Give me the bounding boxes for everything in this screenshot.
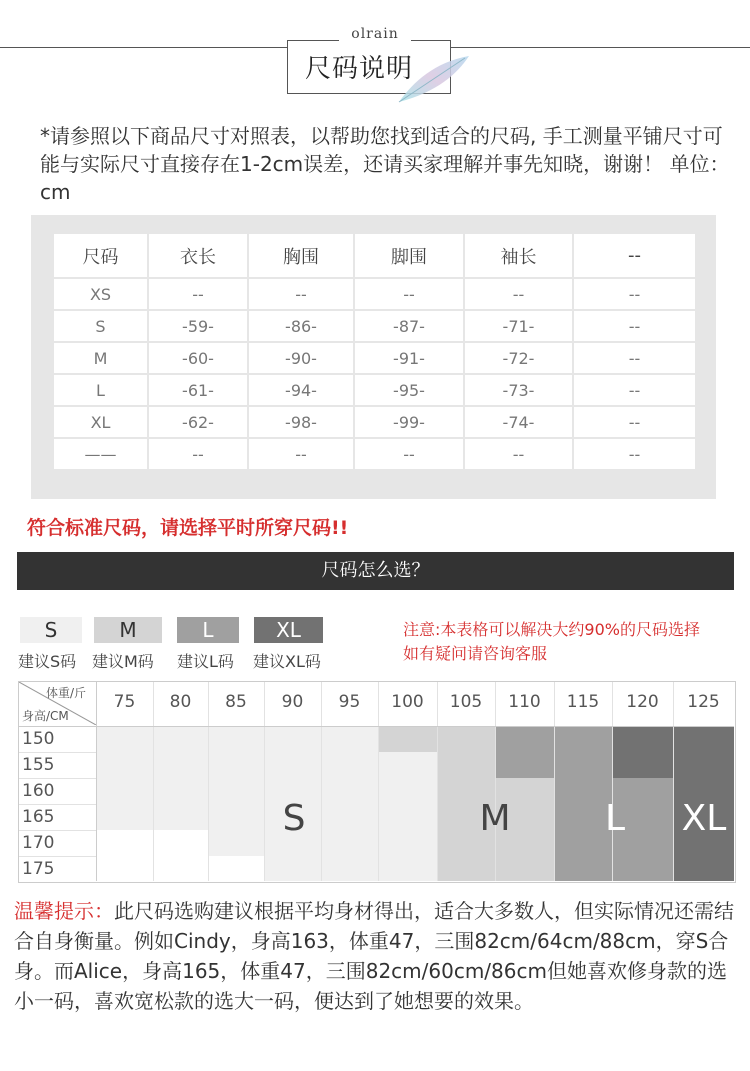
weight-label: 95 [338,692,361,712]
grid-cell [153,778,208,804]
table-cell: -87- [355,311,463,341]
grid-cell [612,752,673,778]
size-label-m: M [479,798,511,839]
grid-cell [321,830,378,856]
table-cell: -90- [249,343,353,373]
table-cell: -94- [249,375,353,405]
grid-cell [321,752,378,778]
size-label-xl: XL [681,798,727,839]
grid-cell [673,856,734,881]
notice-line: 注意:本表格可以解决大约90%的尺码选择 [403,620,700,639]
grid-cell [208,830,264,856]
section-title-bar: 尺码怎么选？ [17,552,734,590]
table-cell: -- [249,279,353,309]
table-cell: -72- [465,343,572,373]
grid-cell [208,726,264,752]
height-label: 160 [22,781,55,801]
grid-cell [321,856,378,881]
table-row [54,407,695,437]
size-label-s: S [282,798,306,839]
grid-line [19,752,96,753]
grid-line [19,778,96,779]
weight-label: 115 [566,692,600,712]
brand-logo: olrain [339,26,411,42]
grid-cell [612,856,673,881]
weight-label: 100 [391,692,424,712]
table-row [54,375,695,405]
table-cell: -- [574,375,695,405]
grid-cell [153,752,208,778]
grid-cell [208,856,264,881]
legend-swatch-s: S [20,617,82,643]
grid-cell [554,726,612,752]
grid-cell [96,752,153,778]
header-cell: 袖长 [465,234,572,277]
weight-label: 125 [687,692,720,712]
grid-cell [554,856,612,881]
grid-cell [495,726,554,752]
height-label: 170 [22,833,55,853]
grid-cell [554,752,612,778]
grid-cell [437,856,495,881]
grid-cell [673,752,734,778]
table-cell: S [54,311,147,341]
size-label-l: L [604,798,626,839]
grid-cell [96,726,153,752]
grid-cell [378,804,437,830]
intro-text: *请参照以下商品尺寸对照表，以帮助您找到适合的尺码, 手工测量平铺尺寸可能与实际尺寸直接存在1-2cm误差，还请买家理解并事先知晓，谢谢！ 单位：cm [40,124,730,204]
grid-cell [208,778,264,804]
grid-cell [437,752,495,778]
table-row [54,279,695,309]
grid-cell [208,752,264,778]
table-cell: -- [574,439,695,469]
grid-line [19,856,96,857]
height-label: 150 [22,729,55,749]
height-label: 165 [22,807,55,827]
legend-swatch-l: L [177,617,239,643]
grid-cell [153,804,208,830]
header-cell: 脚围 [355,234,463,277]
table-row [54,311,695,341]
table-row [54,439,695,469]
header-divider-right [436,47,750,48]
grid-cell [612,726,673,752]
height-label: 175 [22,859,55,879]
table-cell: -95- [355,375,463,405]
table-cell: -- [465,439,572,469]
grid-cell [378,778,437,804]
grid-cell [378,830,437,856]
table-cell: -- [355,279,463,309]
corner-height-label: 身高/CM [22,709,69,723]
table-cell: M [54,343,147,373]
grid-cell [153,856,208,881]
table-cell: -- [149,439,247,469]
weight-label: 85 [225,692,247,712]
grid-cell [208,804,264,830]
table-cell: -- [574,279,695,309]
table-row [54,343,695,373]
grid-cell [153,830,208,856]
page-title: 尺码说明 [305,54,414,84]
table-cell: -62- [149,407,247,437]
legend-caption: 建议L码 [177,652,234,671]
header-cell: -- [574,234,695,277]
table-cell: L [54,375,147,405]
notice-line: 如有疑问请咨询客服 [403,644,548,663]
table-cell: -- [249,439,353,469]
weight-label: 80 [169,692,192,712]
grid-line [19,830,96,831]
notice-text [403,618,700,666]
warm-tip-text: 此尺码选购建议根据平均身材得出，适合大多数人，但实际情况还需结合自身衡量。例如Cindy，身高163，体重47，三围82cm/64cm/88cm，穿S合身。而Alice，身高165，体重47，三围82cm/60cm/86cm但她喜欢修身款的选小一码，喜欢宽松款的选大一码，便达到了她想要的效果。 [14,899,734,1013]
grid-cell [321,804,378,830]
legend-caption: 建议XL码 [253,652,321,671]
table-cell: -- [574,343,695,373]
corner-weight-label: 体重/斤 [46,686,87,700]
table-cell: -- [574,311,695,341]
table-cell: -73- [465,375,572,405]
size-table [52,232,697,471]
grid-cell [378,856,437,881]
table-cell: -- [355,439,463,469]
grid-cell [495,752,554,778]
legend-swatch-m: M [94,617,162,643]
weight-label: 105 [449,692,483,712]
table-cell: -91- [355,343,463,373]
table-cell: -59- [149,311,247,341]
table-cell: -71- [465,311,572,341]
table-cell: -- [574,407,695,437]
table-cell: XS [54,279,147,309]
grid-cell [96,804,153,830]
table-cell: -- [465,279,572,309]
weight-label: 110 [508,692,541,712]
header-cell: 尺码 [54,234,147,277]
legend-caption: 建议S码 [18,652,77,671]
legend-caption: 建议M码 [92,652,154,671]
table-cell: -60- [149,343,247,373]
grid-cell [153,726,208,752]
grid-cell [378,726,437,752]
header-cell: 衣长 [149,234,247,277]
legend-swatch-xl: XL [254,617,323,643]
grid-cell [96,778,153,804]
grid-cell [264,752,321,778]
grid-cell [321,778,378,804]
grid-cell [437,726,495,752]
weight-label: 120 [626,692,659,712]
grid-cell [96,856,153,881]
header-divider-left [0,47,300,48]
header-cell: 胸围 [249,234,353,277]
warm-tip [14,896,744,1016]
grid-cell [264,726,321,752]
warm-tip-lead: 温馨提示： [14,899,114,923]
table-cell: -98- [249,407,353,437]
grid-cell [673,726,734,752]
table-cell: -- [149,279,247,309]
table-cell: —— [54,439,147,469]
grid-cell [495,856,554,881]
grid-cell [96,830,153,856]
weight-label: 90 [281,692,304,712]
feather-icon [395,52,475,107]
weight-label: 75 [113,692,136,712]
grid-line [19,804,96,805]
table-cell: -99- [355,407,463,437]
grid-cell [264,856,321,881]
table-cell: XL [54,407,147,437]
grid-cell [321,726,378,752]
grid-line [19,726,734,727]
height-label: 155 [22,755,55,775]
table-cell: -61- [149,375,247,405]
grid-cell [378,752,437,778]
size-table-header [54,234,695,277]
standard-size-note: 符合标准尺码，请选择平时所穿尺码!! [27,517,349,539]
table-cell: -86- [249,311,353,341]
table-cell: -74- [465,407,572,437]
